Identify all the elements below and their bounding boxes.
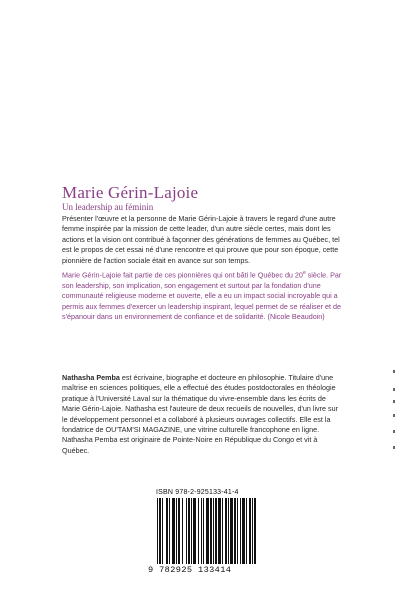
isbn-label: ISBN 978-2-925133-41-4: [156, 489, 239, 496]
spine-edge-marks: [393, 370, 400, 460]
author-bio-paragraph: [62, 373, 342, 456]
quote-paragraph: Marie Gérin-Lajoie fait partie de ces pionnières qui ont bâti le Québec du 20e siècle. Par son leadership, son implication, son engagement et surtout par la fondation d'une communauté religieuse moderne et ouverte, elle a eu un impact social incroyable qui a permis aux femmes d'exercer un leadership inspirant, lequel permet de se réaliser et de s'épanouir dans un environnement de confiance et de solidarité. (Nicole Beaudoin): [62, 270, 342, 322]
barcode-digits: 9 782925 133414: [148, 565, 232, 575]
author-name: Nathasha Pemba: [62, 373, 120, 382]
book-subtitle: Un leadership au féminin: [62, 202, 154, 212]
author-bio-text: est écrivaine, biographe et docteure en philosophie. Titulaire d'une maîtrise en sciences politiques, elle a effectué des études postdoctorales en théologie pratique à l'Université Laval sur la thématique du vivre-ensemble dans les écrits de Marie Gérin-Lajoie. Nathasha est l'auteure de deux recueils de nouvelles, d'un livre sur le développement personnel et a collaboré à plusieurs ouvrages collectifs. Elle est la fondatrice de OU'TAM'SI MAGAZINE, une vitrine culturelle francophone en ligne. Nathasha Pemba est originaire de Pointe-Noire en République du Congo et vit à Québec.: [62, 373, 339, 455]
book-title: Marie Gérin-Lajoie: [62, 183, 199, 202]
barcode-graphic: [155, 498, 267, 564]
summary-paragraph: Présenter l'œuvre et la personne de Marie Gérin-Lajoie à travers le regard d'une autre femme inspirée par la mission de cette leader, d'un autre siècle certes, mais dont les actions et la vision ont contribué à façonner des générations de femmes au Québec, tel est le propos de cet essai né d'une rencontre et qui prouve que pour son époque, cette pionnière de l'action sociale était en avance sur son temps.: [62, 214, 340, 265]
